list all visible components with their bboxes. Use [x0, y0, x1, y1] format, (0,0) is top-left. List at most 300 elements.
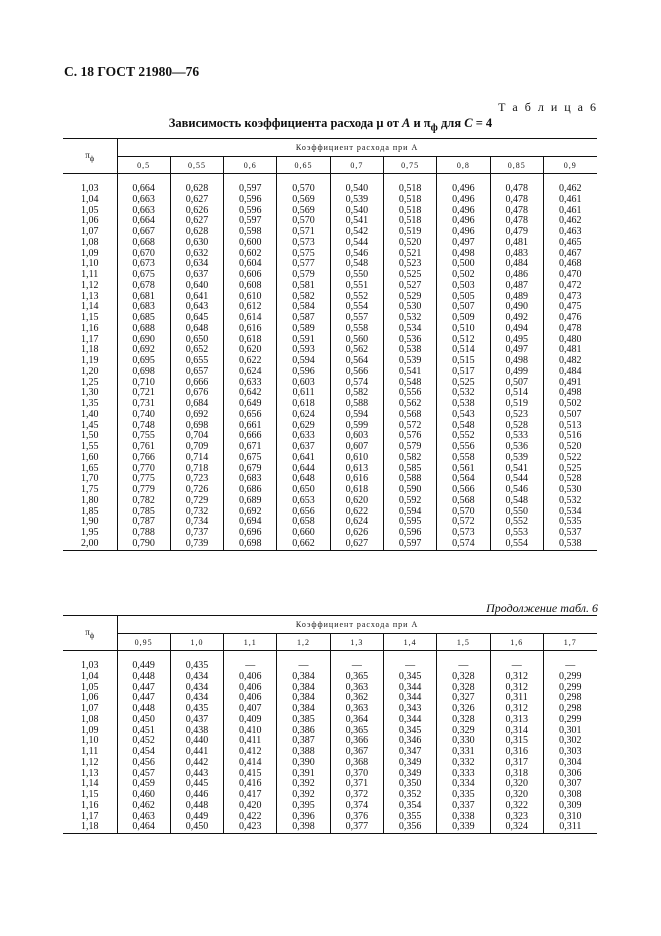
table-cell: 0,470 [543, 270, 596, 281]
table-cell: 0,611 [277, 388, 330, 399]
table-cell: 0,478 [543, 324, 596, 335]
table-cell: 0,500 [437, 259, 490, 270]
table-cell: 0,502 [437, 270, 490, 281]
table-cell: 0,371 [330, 779, 383, 790]
table-cell: 0,666 [224, 431, 277, 442]
row-label: 1,03 [63, 661, 117, 672]
table-cell: 0,643 [170, 302, 223, 313]
table-number: Т а б л и ц а 6 [498, 100, 598, 114]
table-cell: 0,689 [224, 496, 277, 507]
table-cell: 0,497 [490, 345, 543, 356]
table-cell: 0,377 [330, 822, 383, 833]
table-cell: 0,787 [117, 517, 170, 528]
table-cell: 0,561 [437, 464, 490, 475]
table-cell: 0,461 [543, 195, 596, 206]
table-cell: 0,629 [277, 421, 330, 432]
table-cell: 0,675 [224, 453, 277, 464]
table-cell: 0,514 [490, 388, 543, 399]
row-label: 1,65 [63, 464, 117, 475]
table-row [63, 410, 597, 421]
table-cell: 0,610 [224, 292, 277, 303]
table-cell: 0,345 [383, 672, 436, 683]
table-cell: 0,316 [490, 747, 543, 758]
row-label: 1,60 [63, 453, 117, 464]
table-cell: 0,723 [170, 474, 223, 485]
table-cell: 0,698 [224, 539, 277, 550]
table-cell: 0,575 [277, 249, 330, 260]
table-cell: 0,384 [277, 704, 330, 715]
table-cell: 0,496 [437, 206, 490, 217]
table-row [63, 715, 597, 726]
table-cell: 0,514 [437, 345, 490, 356]
table-row [63, 195, 597, 206]
row-label: 1,25 [63, 378, 117, 389]
table-cell: 0,590 [383, 485, 436, 496]
table-cell: 0,349 [383, 769, 436, 780]
row-label: 1,50 [63, 431, 117, 442]
table-cell: 0,363 [330, 683, 383, 694]
table-cell: 0,323 [490, 812, 543, 823]
table-cell: 0,448 [117, 704, 170, 715]
table-cell: 0,618 [277, 399, 330, 410]
table-cell: 0,349 [383, 758, 436, 769]
table-cell: 0,650 [170, 335, 223, 346]
table-cell: 0,653 [277, 496, 330, 507]
table-cell: 0,451 [117, 726, 170, 737]
table-cell: 0,385 [277, 715, 330, 726]
column-header: 1,2 [277, 634, 330, 651]
table-cell: 0,448 [117, 672, 170, 683]
table-row [63, 453, 597, 464]
table-cell: 0,330 [437, 736, 490, 747]
table-cell: 0,570 [437, 507, 490, 518]
table-cell: 0,548 [490, 496, 543, 507]
table-cell: 0,598 [224, 227, 277, 238]
table-cell: 0,541 [330, 216, 383, 227]
table-cell: 0,525 [383, 270, 436, 281]
table-cell: 0,622 [330, 507, 383, 518]
table-cell: 0,642 [224, 388, 277, 399]
table-cell: 0,573 [437, 528, 490, 539]
row-label: 1,13 [63, 292, 117, 303]
table-cell: 0,311 [543, 822, 596, 833]
row-label: 1,10 [63, 259, 117, 270]
table-cell: 0,664 [117, 184, 170, 195]
table-cell: — [330, 661, 383, 672]
table-cell: 0,329 [437, 726, 490, 737]
table-row [63, 238, 597, 249]
table-cell: 0,456 [117, 758, 170, 769]
table-cell: 0,582 [330, 388, 383, 399]
table-cell: 0,464 [117, 822, 170, 833]
table-cell: 0,692 [170, 410, 223, 421]
table-cell: 0,327 [437, 693, 490, 704]
table-cell: 0,395 [277, 801, 330, 812]
table-cell: 0,299 [543, 715, 596, 726]
table-cell: 0,505 [437, 292, 490, 303]
table-cell: 0,592 [383, 496, 436, 507]
table-cell: 0,333 [437, 769, 490, 780]
table-cell: 0,536 [383, 335, 436, 346]
table-cell: 0,550 [330, 270, 383, 281]
table-cell: 0,658 [277, 517, 330, 528]
table-cell: 0,552 [437, 431, 490, 442]
table-cell: 0,459 [117, 779, 170, 790]
table-cell: 0,449 [170, 812, 223, 823]
table-cell: 0,548 [330, 259, 383, 270]
table-cell: 0,551 [330, 281, 383, 292]
table-cell: 0,698 [170, 421, 223, 432]
table-cell: 0,532 [437, 388, 490, 399]
table-cell: 0,467 [543, 249, 596, 260]
table-cell: 0,627 [170, 216, 223, 227]
table-cell: 0,492 [490, 313, 543, 324]
table-cell: 0,633 [224, 378, 277, 389]
table-cell: 0,552 [490, 517, 543, 528]
table-cell: 0,737 [170, 528, 223, 539]
column-header: 1,6 [490, 634, 543, 651]
flow-coefficient-table-1 [63, 138, 597, 551]
table-cell: 0,301 [543, 726, 596, 737]
table-cell: 0,588 [383, 474, 436, 485]
table-cell: 0,541 [383, 367, 436, 378]
table-cell: — [383, 661, 436, 672]
table-cell: 0,558 [437, 453, 490, 464]
table-cell: 0,364 [330, 715, 383, 726]
table-cell: 0,779 [117, 485, 170, 496]
row-label: 1,80 [63, 496, 117, 507]
table-cell: 0,729 [170, 496, 223, 507]
table-cell: 0,299 [543, 672, 596, 683]
table-cell: 0,790 [117, 539, 170, 550]
table-cell: 0,344 [383, 693, 436, 704]
table-cell: 0,603 [330, 431, 383, 442]
table-cell: 0,539 [490, 453, 543, 464]
table-cell: 0,312 [490, 704, 543, 715]
table-cell: 0,632 [170, 249, 223, 260]
table-cell: 0,475 [543, 302, 596, 313]
row-label: 1,09 [63, 726, 117, 737]
table-cell: 0,732 [170, 507, 223, 518]
table-cell: 0,434 [170, 693, 223, 704]
table-cell: 0,673 [117, 259, 170, 270]
table-cell: 0,299 [543, 683, 596, 694]
row-label: 1,30 [63, 388, 117, 399]
row-label: 1,10 [63, 736, 117, 747]
table-cell: 0,472 [543, 281, 596, 292]
table-cell: 0,675 [117, 270, 170, 281]
table-cell: 0,627 [170, 195, 223, 206]
table-cell: 0,362 [330, 693, 383, 704]
table-cell: 0,628 [170, 227, 223, 238]
column-header: 1,0 [170, 634, 223, 651]
table-cell: 0,558 [330, 324, 383, 335]
table-cell: 0,709 [170, 442, 223, 453]
table-cell: 0,352 [383, 790, 436, 801]
table-cell: 0,726 [170, 485, 223, 496]
table-cell: 0,755 [117, 431, 170, 442]
table-cell: 0,332 [437, 758, 490, 769]
table-cell: 0,498 [543, 388, 596, 399]
table-cell: 0,434 [170, 672, 223, 683]
table-cell: 0,495 [490, 335, 543, 346]
table-cell: 0,596 [383, 528, 436, 539]
table-cell: 0,613 [330, 464, 383, 475]
column-headers [63, 634, 597, 651]
row-label: 1,70 [63, 474, 117, 485]
table-cell: 0,435 [170, 704, 223, 715]
table-cell: 0,422 [224, 812, 277, 823]
table-cell: 0,596 [224, 195, 277, 206]
table-cell: 0,591 [277, 335, 330, 346]
table-cell: 0,656 [224, 410, 277, 421]
table-cell: 0,684 [170, 399, 223, 410]
table-cell: 0,479 [490, 227, 543, 238]
table-cell: 0,622 [224, 356, 277, 367]
table-cell: 0,314 [490, 726, 543, 737]
table-cell: 0,487 [490, 281, 543, 292]
table-cell: 0,661 [224, 421, 277, 432]
table-cell: 0,564 [437, 474, 490, 485]
table-cell: 0,664 [117, 216, 170, 227]
column-header: 0,55 [170, 157, 223, 174]
table-body [63, 651, 597, 834]
table-cell: 0,667 [117, 227, 170, 238]
table-cell: 0,452 [117, 736, 170, 747]
table-cell: 0,574 [330, 378, 383, 389]
row-label: 1,06 [63, 216, 117, 227]
table-cell: 0,650 [277, 485, 330, 496]
table-cell: 0,566 [437, 485, 490, 496]
table-cell: 0,683 [224, 474, 277, 485]
row-label: 1,11 [63, 270, 117, 281]
table-cell: 0,468 [543, 259, 596, 270]
group-header: Коэффициент расхода при A [117, 139, 597, 157]
table-cell: 0,546 [330, 249, 383, 260]
table-cell: 0,473 [543, 292, 596, 303]
table-cell: 0,595 [383, 517, 436, 528]
table-cell: 0,507 [543, 410, 596, 421]
table-cell: 0,656 [277, 507, 330, 518]
table-cell: 0,536 [490, 442, 543, 453]
table-cell: 0,572 [383, 421, 436, 432]
table-cell: 0,692 [224, 507, 277, 518]
column-header: 0,9 [543, 157, 596, 174]
table-cell: 0,384 [277, 693, 330, 704]
row-label: 1,11 [63, 747, 117, 758]
table-cell: 0,313 [490, 715, 543, 726]
table-cell: 0,530 [383, 302, 436, 313]
table-cell: 0,438 [170, 726, 223, 737]
table-cell: 0,718 [170, 464, 223, 475]
table-cell: 0,307 [543, 779, 596, 790]
table-cell: 0,384 [277, 683, 330, 694]
row-label: 1,14 [63, 779, 117, 790]
table-cell: 0,620 [330, 496, 383, 507]
table-cell: 0,449 [117, 661, 170, 672]
table-cell: 0,328 [437, 715, 490, 726]
table-cell: 0,460 [117, 790, 170, 801]
table-cell: 0,519 [383, 227, 436, 238]
table-cell: 0,484 [490, 259, 543, 270]
table-cell: 0,671 [224, 442, 277, 453]
table-cell: 0,498 [490, 356, 543, 367]
table-cell: 0,390 [277, 758, 330, 769]
table-cell: 0,633 [277, 431, 330, 442]
table-cell: 0,306 [543, 769, 596, 780]
table-cell: 0,587 [277, 313, 330, 324]
table-cell: 0,670 [117, 249, 170, 260]
row-label: 1,45 [63, 421, 117, 432]
table-cell: 0,785 [117, 507, 170, 518]
table-cell: 0,637 [277, 442, 330, 453]
row-label: 1,55 [63, 442, 117, 453]
row-label: 1,15 [63, 313, 117, 324]
table-cell: 0,423 [224, 822, 277, 833]
table-row [63, 801, 597, 812]
table-cell: 0,396 [277, 812, 330, 823]
table-cell: 0,481 [543, 345, 596, 356]
table-cell: 0,579 [277, 270, 330, 281]
table-cell: 0,496 [437, 195, 490, 206]
continuation-label: Продолжение табл. 6 [486, 601, 598, 615]
table-cell: 0,391 [277, 769, 330, 780]
table-body [63, 174, 597, 551]
table-cell: 0,597 [224, 216, 277, 227]
table-cell: 0,655 [170, 356, 223, 367]
table-cell: 0,585 [383, 464, 436, 475]
table-cell: 0,366 [330, 736, 383, 747]
table-cell: 0,310 [543, 812, 596, 823]
table-cell: 0,739 [170, 539, 223, 550]
table-cell: 0,602 [224, 249, 277, 260]
table-cell: 0,616 [224, 324, 277, 335]
table-cell: 0,594 [383, 507, 436, 518]
row-label: 1,12 [63, 281, 117, 292]
table-cell: 0,597 [383, 539, 436, 550]
table-cell: 0,302 [543, 736, 596, 747]
table-cell: 0,530 [543, 485, 596, 496]
column-headers [63, 157, 597, 174]
table-cell: 0,414 [224, 758, 277, 769]
page-header: С. 18 ГОСТ 21980—76 [64, 64, 200, 79]
table-cell: 0,657 [170, 367, 223, 378]
table-cell: 0,596 [224, 206, 277, 217]
table-cell: 0,503 [437, 281, 490, 292]
row-label: 1,13 [63, 769, 117, 780]
table-cell: 0,704 [170, 431, 223, 442]
table-cell: 0,445 [170, 779, 223, 790]
table-cell: 0,624 [277, 410, 330, 421]
row-label: 1,85 [63, 507, 117, 518]
column-header: 1,5 [437, 634, 490, 651]
table-cell: 0,540 [330, 184, 383, 195]
table-cell: 0,648 [170, 324, 223, 335]
table-cell: 0,606 [224, 270, 277, 281]
table-cell: 0,612 [224, 302, 277, 313]
table-cell: — [490, 661, 543, 672]
table-cell: 0,628 [170, 184, 223, 195]
table-cell: 0,574 [437, 539, 490, 550]
table-cell: 0,420 [224, 801, 277, 812]
table-cell: 0,454 [117, 747, 170, 758]
table-cell: 0,624 [224, 367, 277, 378]
table-cell: 0,507 [437, 302, 490, 313]
table-cell: 0,318 [490, 769, 543, 780]
row-label: 1,04 [63, 195, 117, 206]
table-cell: — [437, 661, 490, 672]
table-cell: 0,539 [383, 356, 436, 367]
table-cell: 0,593 [277, 345, 330, 356]
table-cell: 0,465 [543, 238, 596, 249]
table-cell: 0,335 [437, 790, 490, 801]
table-cell: 0,560 [330, 335, 383, 346]
table-cell: 0,770 [117, 464, 170, 475]
table-cell: 0,317 [490, 758, 543, 769]
table-cell: 0,604 [224, 259, 277, 270]
table-cell: 0,324 [490, 822, 543, 833]
table-cell: 0,387 [277, 736, 330, 747]
table-cell: 0,446 [170, 790, 223, 801]
table-cell: 0,320 [490, 779, 543, 790]
column-header: 1,1 [224, 634, 277, 651]
table-cell: 0,597 [224, 184, 277, 195]
table-cell: 0,544 [490, 474, 543, 485]
table-cell: 0,478 [490, 195, 543, 206]
table-cell: 0,782 [117, 496, 170, 507]
table-cell: 0,522 [543, 453, 596, 464]
table-cell: 0,376 [330, 812, 383, 823]
table-cell: 0,568 [383, 410, 436, 421]
table-cell: 0,372 [330, 790, 383, 801]
table-cell: 0,541 [490, 464, 543, 475]
table-cell: 0,594 [330, 410, 383, 421]
table-cell: 0,338 [437, 812, 490, 823]
table-cell: 0,496 [437, 227, 490, 238]
table-cell: 0,520 [543, 442, 596, 453]
table-cell: 0,663 [117, 195, 170, 206]
table-cell: 0,308 [543, 790, 596, 801]
table-cell: 0,681 [117, 292, 170, 303]
row-label: 1,12 [63, 758, 117, 769]
table-cell: 0,461 [543, 206, 596, 217]
table-cell: 0,596 [277, 367, 330, 378]
table-cell: 0,539 [330, 195, 383, 206]
table-cell: 0,334 [437, 779, 490, 790]
table-cell: 0,494 [490, 324, 543, 335]
table-cell: 0,766 [117, 453, 170, 464]
table-cell: 0,607 [330, 442, 383, 453]
table-cell: 0,304 [543, 758, 596, 769]
table-cell: 0,491 [543, 378, 596, 389]
table-cell: 0,695 [117, 356, 170, 367]
table-cell: 0,527 [383, 281, 436, 292]
table-row [63, 281, 597, 292]
table-cell: 0,337 [437, 801, 490, 812]
table-cell: 0,512 [437, 335, 490, 346]
table-cell: 0,355 [383, 812, 436, 823]
table-cell: 0,554 [330, 302, 383, 313]
table-cell: 0,552 [330, 292, 383, 303]
table-cell: 0,344 [383, 715, 436, 726]
table-cell: 0,347 [383, 747, 436, 758]
table-cell: 0,489 [490, 292, 543, 303]
table-cell: 0,620 [224, 345, 277, 356]
table-cell: 0,328 [437, 672, 490, 683]
table-cell: 0,496 [437, 216, 490, 227]
row-label: 2,00 [63, 539, 117, 550]
table-cell: 0,533 [490, 431, 543, 442]
